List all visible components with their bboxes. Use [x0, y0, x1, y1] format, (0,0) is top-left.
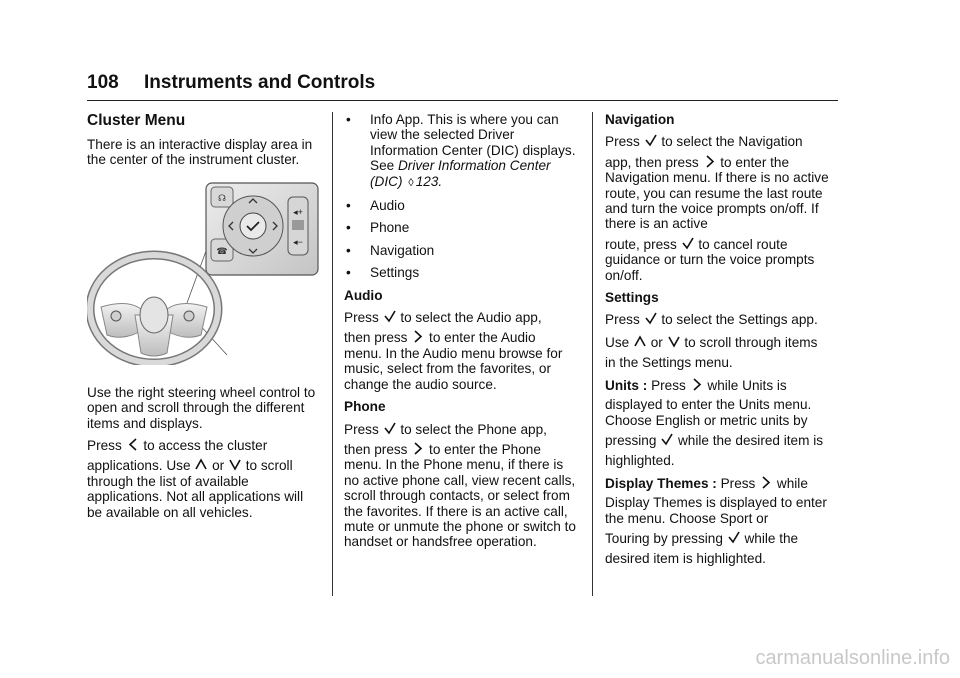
text-fragment: to select the Phone app,: [400, 421, 547, 437]
bullet-text: Settings: [370, 265, 420, 281]
text-fragment: applications. Use: [87, 458, 191, 474]
check-icon: [645, 134, 657, 147]
units-rest-paragraph: highlighted.: [605, 453, 675, 469]
nav-line-3: [605, 237, 837, 252]
text-fragment: while: [776, 475, 808, 491]
text-fragment: then press: [344, 441, 408, 457]
nav-line-1: [605, 134, 837, 149]
check-icon: [682, 237, 694, 250]
right-chevron-icon: [691, 378, 703, 391]
units-line-2: [605, 433, 837, 448]
audio-line-1: [344, 310, 580, 325]
text-fragment: route, press: [605, 236, 677, 252]
section-heading-cluster-menu: Cluster Menu: [87, 112, 186, 129]
up-chevron-icon: [195, 458, 207, 471]
down-chevron-icon: [668, 335, 680, 348]
svg-text:☎: ☎: [216, 245, 228, 256]
phone-line-2: [344, 442, 580, 457]
svg-text:☊: ☊: [218, 192, 226, 203]
down-chevron-icon: [229, 458, 241, 471]
cross-reference-page: 123: [415, 173, 439, 189]
steering-wheel-figure: [87, 175, 319, 365]
list-item: [344, 112, 580, 191]
term-display-themes: Display Themes :: [605, 475, 717, 491]
page-header: [87, 70, 838, 101]
nav-mid-paragraph: Navigation menu. If there is no active route, you can resume the last route and turn the voice prompts on/off. If there is an active: [605, 170, 829, 232]
watermark: carmanualsonline.info: [755, 647, 950, 669]
page-number: 108: [87, 72, 119, 93]
text-fragment: Press: [720, 475, 756, 491]
themes-mid-paragraph: Display Themes is displayed to enter the menu. Choose Sport or: [605, 495, 827, 526]
check-icon: [384, 422, 396, 435]
bullet-dot: •: [346, 242, 351, 258]
text-fragment: pressing: [605, 432, 657, 448]
list-item: [344, 220, 580, 235]
phone-rest-paragraph: menu. In the Phone menu, if there is no active phone call, view recent calls, scroll through contacts, or select from the favorites. If there is an active call, mute or unmute the phone or switch to handset or handsfree operation.: [344, 457, 576, 550]
apps-rest-paragraph: through the list of available applications. Not all applications will be available on all vehicles.: [87, 473, 304, 520]
settings-rest-paragraph: in the Settings menu.: [605, 355, 733, 371]
page-section-title: Instruments and Controls: [144, 72, 376, 93]
text-fragment: or: [650, 334, 663, 350]
text-fragment: while the: [744, 530, 799, 546]
nav-line-2: [605, 155, 837, 170]
audio-line-2: [344, 330, 580, 345]
phone-line-1: [344, 422, 580, 437]
text-fragment: app, then press: [605, 154, 699, 170]
press-left-line: [87, 438, 319, 453]
audio-rest-paragraph: menu. In the Audio menu browse for music, select from the favorites, or change the audio source.: [344, 345, 563, 392]
text-fragment: while the desired item is: [677, 432, 824, 448]
left-chevron-icon: [127, 438, 139, 451]
bullet-text: Phone: [370, 220, 410, 236]
term-units: Units :: [605, 377, 648, 393]
text-fragment: Press: [87, 438, 122, 454]
themes-rest-paragraph: desired item is highlighted.: [605, 551, 766, 567]
intro-paragraph: There is an interactive display area in the center of the instrument cluster.: [87, 137, 313, 168]
bullet-dot: •: [346, 112, 351, 127]
units-mid-paragraph: displayed to enter the Units menu. Choose English or metric units by: [605, 397, 812, 428]
text-fragment: to enter the Audio: [429, 330, 536, 346]
right-chevron-icon: [412, 442, 424, 455]
check-icon: [384, 310, 396, 323]
text-fragment: to select the Audio app,: [400, 310, 542, 326]
page-reference-icon: ◊: [408, 176, 414, 189]
bullet-dot: •: [346, 198, 351, 214]
text-fragment: while Units is: [707, 377, 787, 393]
units-line-1: [605, 378, 837, 393]
text-fragment: Press: [344, 310, 379, 326]
text-fragment: Touring by pressing: [605, 530, 723, 546]
nav-rest-paragraph: guidance or turn the voice prompts on/off.: [605, 252, 815, 283]
text-fragment: to select the Settings app.: [661, 312, 818, 328]
check-icon: [661, 433, 673, 446]
bullet-text: Info App. This is where you can view the selected Driver Information Center (DIC) displays. See: [370, 112, 576, 174]
text-fragment: .: [438, 173, 443, 189]
check-icon: [728, 531, 740, 544]
text-fragment: to enter the Phone: [429, 441, 541, 457]
text-fragment: to scroll: [245, 458, 293, 474]
column-divider: [332, 112, 333, 596]
steering-control-paragraph: Use the right steering wheel control to open and scroll through the different items and displays.: [87, 384, 316, 431]
right-chevron-icon: [412, 330, 424, 343]
subheading-navigation: Navigation: [605, 112, 675, 127]
text-fragment: to enter the: [720, 154, 790, 170]
text-fragment: Press: [344, 421, 379, 437]
svg-text:◂−: ◂−: [293, 236, 303, 247]
bullet-text: Audio: [370, 198, 405, 214]
themes-line-2: [605, 531, 837, 546]
apps-scroll-line: [87, 458, 319, 473]
themes-line-1: [605, 476, 837, 491]
list-item: [344, 265, 580, 280]
list-item: [344, 243, 580, 258]
subheading-settings: Settings: [605, 290, 659, 306]
text-fragment: Press: [605, 312, 640, 328]
check-icon: [645, 312, 657, 325]
column-3: [605, 112, 837, 574]
text-fragment: to access the cluster: [143, 438, 268, 454]
up-chevron-icon: [634, 335, 646, 348]
cross-reference-title: Driver Information Center (DIC): [370, 158, 551, 189]
right-chevron-icon: [704, 155, 716, 168]
settings-line-1: [605, 312, 837, 327]
text-fragment: Press: [605, 134, 640, 150]
text-fragment: to scroll through items: [684, 334, 818, 350]
text-fragment: Use: [605, 334, 630, 350]
text-fragment: to cancel route: [698, 236, 788, 252]
subheading-phone: Phone: [344, 399, 386, 415]
column-2: [344, 112, 580, 557]
list-item: [344, 198, 580, 213]
bullet-dot: •: [346, 220, 351, 236]
text-fragment: or: [212, 458, 225, 474]
bullet-dot: •: [346, 265, 351, 281]
right-chevron-icon: [760, 476, 772, 489]
steering-wheel-controls-illustration: [87, 175, 319, 365]
svg-text:◂+: ◂+: [293, 206, 303, 217]
text-fragment: then press: [344, 330, 408, 346]
column-1: [87, 112, 319, 527]
settings-line-2: [605, 335, 837, 350]
text-fragment: to select the Navigation: [661, 134, 803, 150]
column-divider: [592, 112, 593, 596]
subheading-audio: Audio: [344, 287, 383, 303]
text-fragment: Press: [651, 377, 686, 393]
bullet-text: Navigation: [370, 242, 435, 258]
